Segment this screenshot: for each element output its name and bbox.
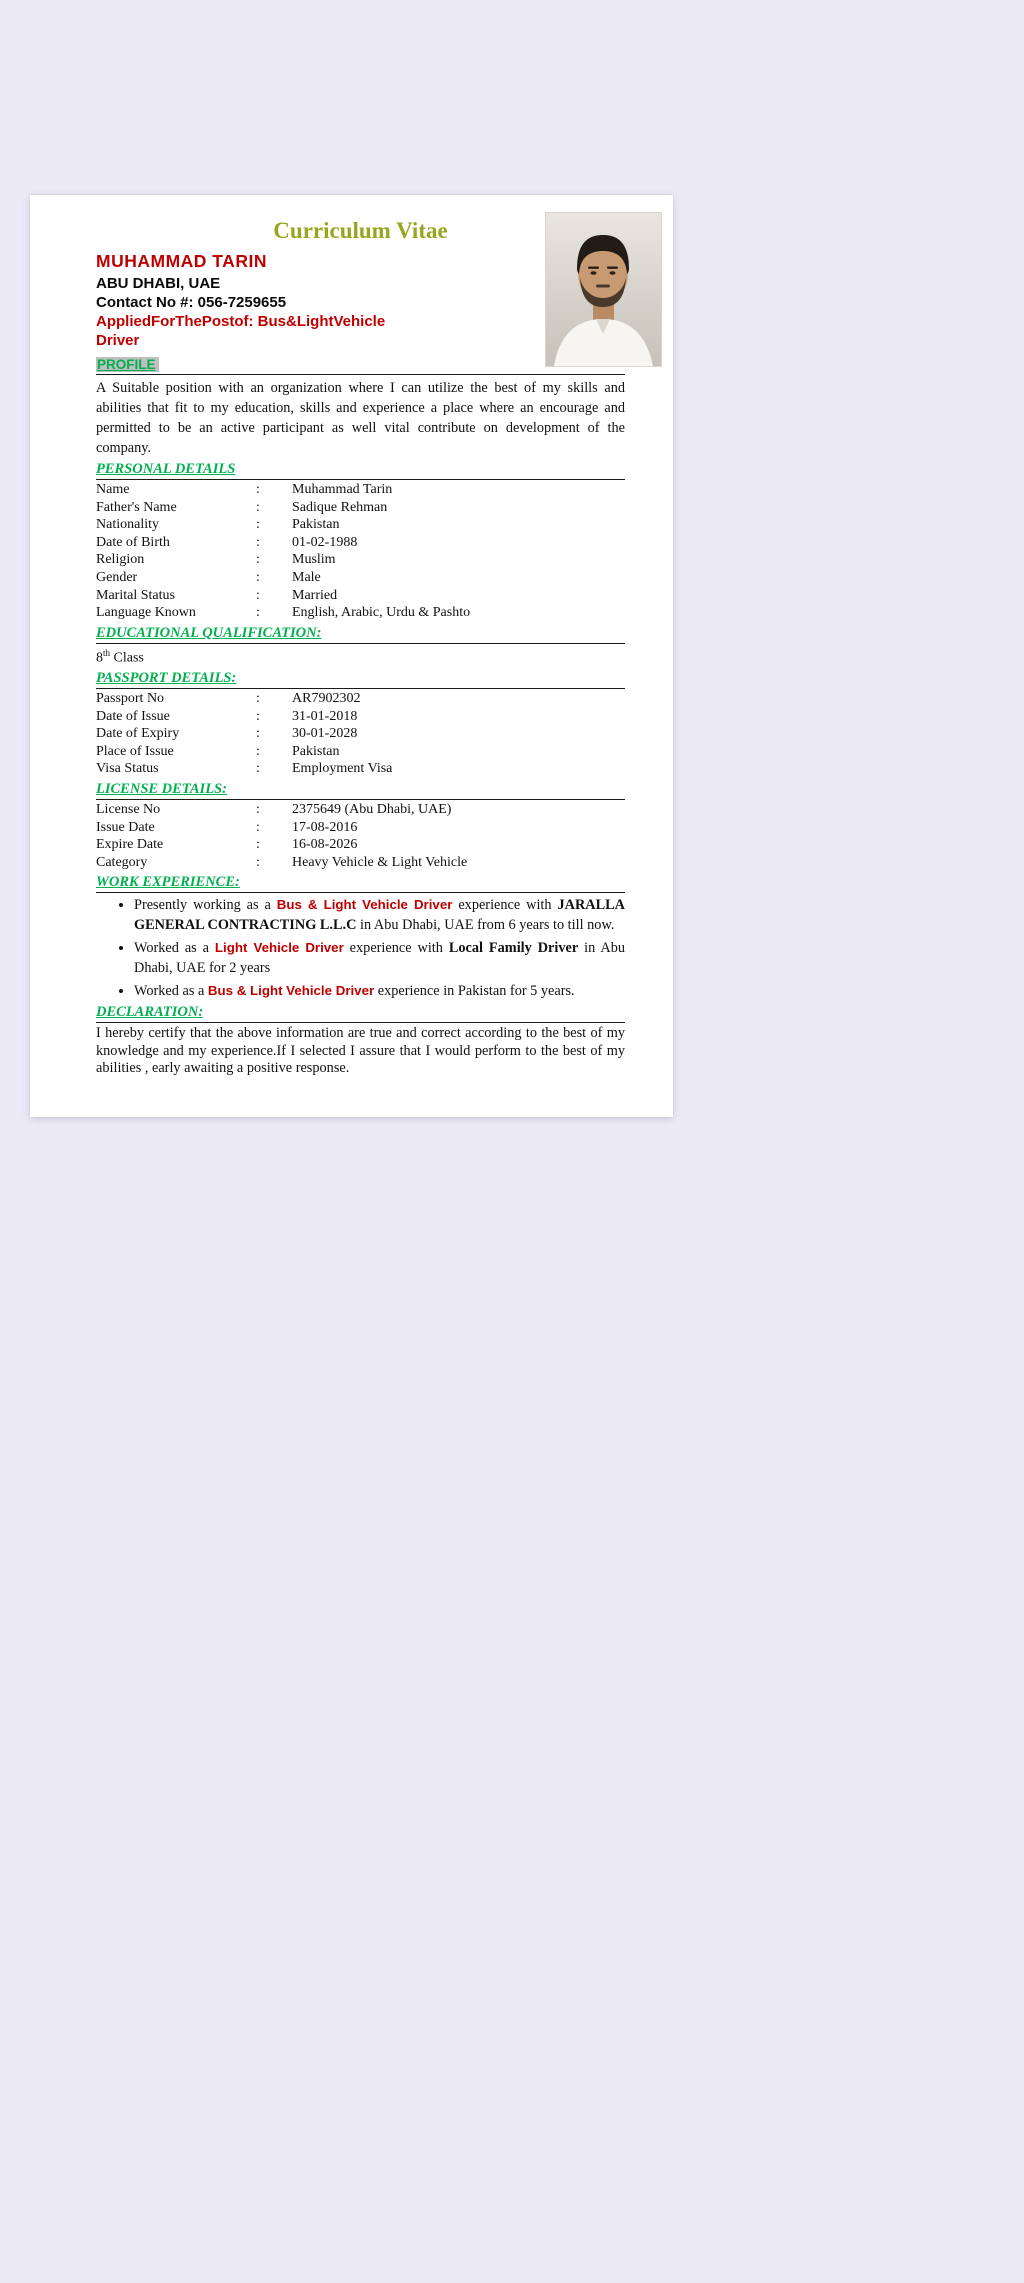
- detail-label: Date of Expiry: [96, 726, 180, 742]
- detail-row: [96, 569, 625, 587]
- detail-value: Pakistan: [292, 517, 340, 533]
- education-heading-row: [96, 624, 625, 644]
- bullet-strong: Local Family Driver: [448, 939, 579, 956]
- work-experience-list: [96, 895, 625, 1001]
- detail-label: Marital Status: [96, 587, 175, 603]
- detail-label: Date of Birth: [96, 534, 170, 550]
- personal-details-heading-row: [96, 460, 625, 480]
- photo-brow-left: [588, 267, 599, 269]
- detail-label: Name: [96, 482, 130, 497]
- detail-row: [96, 801, 625, 819]
- detail-separator: :: [256, 819, 260, 835]
- detail-separator: :: [256, 605, 260, 621]
- license-details-heading-row: [96, 780, 625, 800]
- detail-label: Place of Issue: [96, 743, 174, 759]
- detail-value: 17-08-2016: [292, 819, 358, 835]
- bullet-text-post: experience in Pakistan for 5 years.: [374, 982, 575, 999]
- detail-separator: :: [256, 801, 260, 817]
- detail-label: License No: [96, 801, 161, 817]
- work-bullet: [134, 938, 625, 979]
- work-experience-heading: WORK EXPERIENCE:: [96, 874, 240, 891]
- detail-label: Visa Status: [96, 761, 159, 777]
- license-details-table: [96, 801, 625, 871]
- detail-row: [96, 819, 625, 837]
- contact-number-line: Contact No #: 056-7259655: [96, 294, 287, 311]
- personal-details-table: [96, 481, 625, 622]
- detail-separator: :: [256, 517, 260, 533]
- detail-separator: :: [256, 587, 260, 603]
- detail-value: 01-02-1988: [292, 534, 358, 550]
- detail-separator: :: [256, 726, 260, 742]
- detail-separator: :: [256, 708, 260, 724]
- profile-heading: PROFILE: [96, 357, 159, 372]
- license-details-heading: LICENSE DETAILS:: [96, 780, 227, 797]
- detail-separator: :: [256, 569, 260, 585]
- detail-row: [96, 854, 625, 872]
- bullet-text-post: in Abu Dhabi, UAE for 2 years: [134, 939, 625, 976]
- detail-value: Muslim: [292, 552, 336, 568]
- bullet-strong: JARALLA GENERAL CONTRACTING L.L.C: [134, 897, 626, 934]
- detail-separator: :: [256, 691, 260, 706]
- declaration-text: I hereby certify that the above information are true and correct according to the best of my knowledge and my experience.If I selected I assure that I would perform to the best of my abilities , early awaiting a positive response.: [96, 1025, 625, 1077]
- detail-row: [96, 836, 625, 854]
- declaration-heading-row: [96, 1003, 625, 1023]
- education-grade: 8: [96, 650, 103, 666]
- header-block: [96, 251, 536, 350]
- work-bullet: [134, 895, 625, 936]
- page-title: Curriculum Vitae: [273, 218, 448, 243]
- detail-row: [96, 725, 625, 743]
- detail-label: Nationality: [96, 517, 159, 533]
- education-heading: EDUCATIONAL QUALIFICATION:: [96, 624, 322, 641]
- detail-separator: :: [256, 534, 260, 550]
- detail-label: Category: [96, 854, 148, 870]
- photo-mustache: [596, 285, 610, 288]
- work-bullet: [134, 981, 625, 1002]
- applicant-photo: [546, 213, 661, 366]
- detail-value: 30-01-2028: [292, 726, 358, 742]
- work-experience-heading-row: [96, 873, 625, 893]
- detail-value: 16-08-2026: [292, 837, 358, 853]
- detail-label: Religion: [96, 552, 145, 568]
- detail-value: 31-01-2018: [292, 708, 358, 724]
- detail-value: English, Arabic, Urdu & Pashto: [292, 605, 471, 621]
- detail-value: Married: [292, 587, 338, 603]
- detail-label: Gender: [96, 569, 138, 585]
- detail-separator: :: [256, 761, 260, 777]
- applied-post-line-2: Driver: [96, 332, 140, 349]
- photo-brow-right: [607, 267, 618, 269]
- detail-value: Pakistan: [292, 743, 340, 759]
- detail-separator: :: [256, 743, 260, 759]
- detail-row: [96, 743, 625, 761]
- passport-details-table: [96, 690, 625, 778]
- detail-row: [96, 551, 625, 569]
- detail-label: Issue Date: [96, 819, 155, 835]
- applicant-name: MUHAMMAD TARIN: [96, 251, 267, 271]
- photo-eye-right: [610, 271, 616, 275]
- profile-text: A Suitable position with an organization where I can utilize the best of my skills and abilities that fit to my education, skills and experience a place where an encourage and permitted to be an active participant as well vital contribute on development of the company.: [96, 380, 625, 456]
- detail-value: AR7902302: [292, 691, 361, 706]
- detail-separator: :: [256, 854, 260, 870]
- detail-row: [96, 708, 625, 726]
- personal-details-heading: PERSONAL DETAILS: [96, 461, 236, 477]
- bullet-text-pre: Worked as a: [134, 982, 208, 999]
- detail-label: Father's Name: [96, 499, 177, 515]
- detail-label: Passport No: [96, 691, 165, 706]
- detail-value: Muhammad Tarin: [292, 482, 393, 497]
- education-item: [96, 645, 625, 667]
- detail-row: [96, 481, 625, 499]
- cv-document-page: [30, 195, 673, 1117]
- detail-value: Male: [292, 569, 321, 585]
- detail-separator: :: [256, 499, 260, 515]
- photo-eye-left: [591, 271, 597, 275]
- education-grade-suffix: th: [103, 647, 111, 658]
- applicant-location: ABU DHABI, UAE: [96, 275, 221, 292]
- detail-row: [96, 499, 625, 517]
- bullet-highlight-red: Light Vehicle Driver: [214, 939, 344, 955]
- applied-post-line-1: AppliedForThePostof: Bus&LightVehicle: [96, 313, 386, 330]
- bullet-text-pre: Worked as a: [134, 939, 215, 956]
- detail-separator: :: [256, 552, 260, 568]
- detail-row: [96, 516, 625, 534]
- detail-separator: :: [256, 837, 260, 853]
- declaration-heading: DECLARATION:: [96, 1004, 204, 1021]
- detail-row: [96, 690, 625, 708]
- detail-value: Employment Visa: [292, 761, 393, 777]
- bullet-text-post: in Abu Dhabi, UAE from 6 years to till now.: [356, 917, 615, 934]
- bullet-highlight-red: Bus & Light Vehicle Driver: [207, 982, 375, 998]
- detail-value: 2375649 (Abu Dhabi, UAE): [292, 801, 452, 817]
- detail-label: Language Known: [96, 605, 196, 621]
- passport-details-heading-row: [96, 669, 625, 689]
- bullet-text-pre: Presently working as a: [134, 897, 277, 914]
- detail-value: Heavy Vehicle & Light Vehicle: [292, 854, 468, 870]
- detail-label: Expire Date: [96, 837, 164, 853]
- detail-row: [96, 604, 625, 622]
- bullet-text-mid: experience with: [343, 939, 449, 956]
- education-grade-rest: Class: [110, 650, 144, 666]
- detail-row: [96, 534, 625, 552]
- bullet-highlight-red: Bus & Light Vehicle Driver: [276, 897, 453, 913]
- detail-separator: :: [256, 482, 260, 497]
- detail-value: Sadique Rehman: [292, 499, 388, 515]
- bullet-text-mid: experience with: [452, 897, 558, 914]
- detail-row: [96, 587, 625, 605]
- detail-label: Date of Issue: [96, 708, 170, 724]
- detail-row: [96, 760, 625, 778]
- passport-details-heading: PASSPORT DETAILS:: [96, 670, 237, 686]
